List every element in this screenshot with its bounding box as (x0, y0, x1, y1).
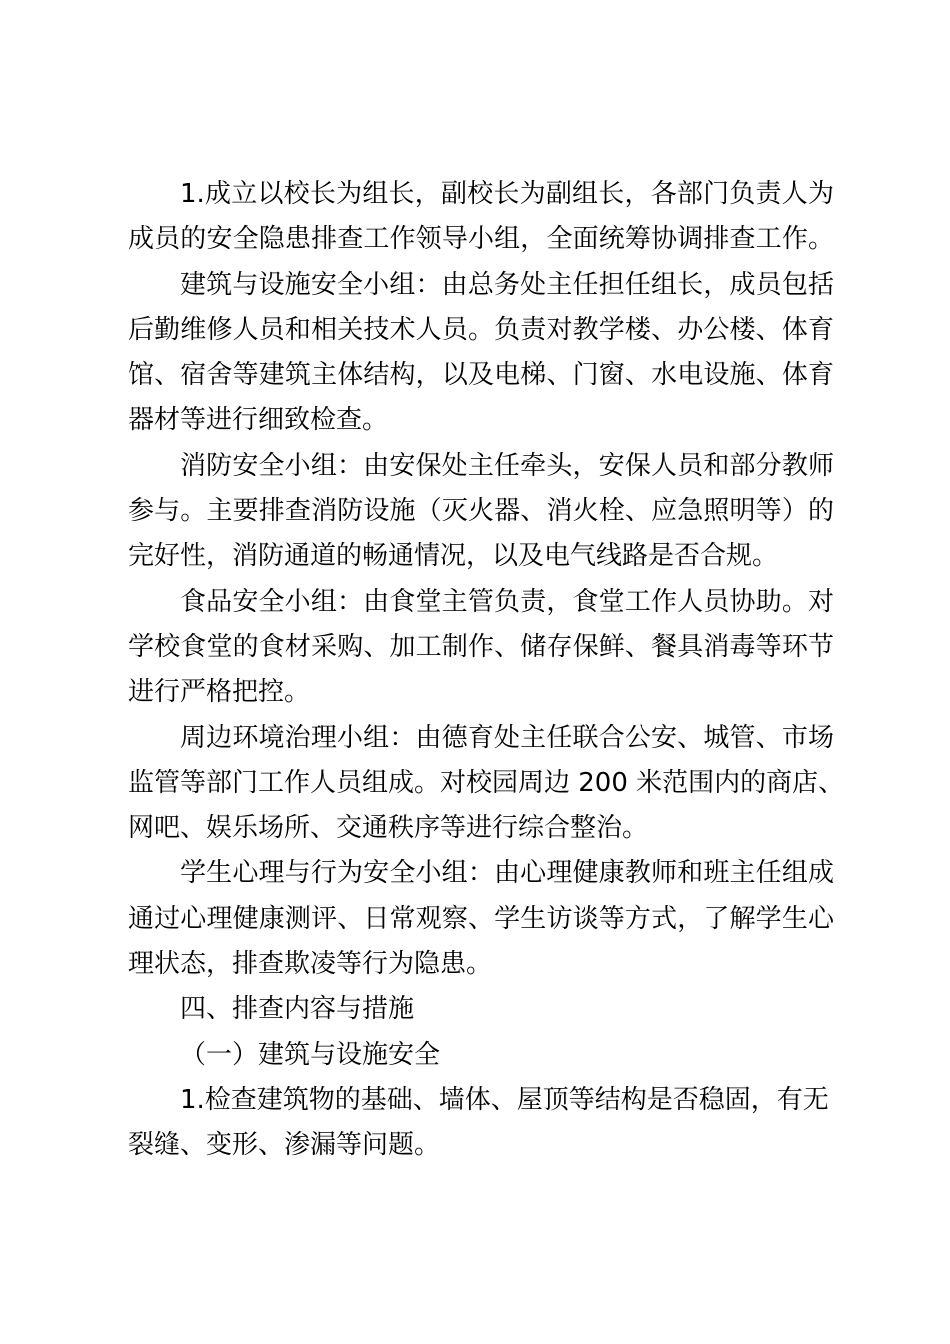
paragraph-line: 学校食堂的食材采购、加工制作、储存保鲜、餐具消毒等环节 (128, 631, 834, 662)
subsection-heading: （一）建筑与设施安全 (180, 1039, 441, 1070)
paragraph-line: 通过心理健康测评、日常观察、学生访谈等方式，了解学生心 (128, 903, 834, 934)
paragraph-line: 学生心理与行为安全小组：由心理健康教师和班主任组成 (180, 858, 834, 889)
document-body (128, 172, 845, 1169)
paragraph-line: 消防安全小组：由安保处主任牵头，安保人员和部分教师 (180, 450, 834, 481)
paragraph-line: 食品安全小组：由食堂主管负责，食堂工作人员协助。对 (180, 586, 834, 617)
paragraph-line: 裂缝、变形、渗漏等问题。 (128, 1130, 441, 1161)
paragraph-line: 周边环境治理小组：由德育处主任联合公安、城管、市场 (180, 722, 834, 753)
paragraph-line: 建筑与设施安全小组：由总务处主任担任组长，成员包括 (180, 269, 834, 300)
section-heading: 四、排查内容与措施 (180, 994, 415, 1025)
paragraph-line: 参与。主要排查消防设施（灭火器、消火栓、应急照明等）的 (128, 496, 834, 527)
paragraph-line: 1.检查建筑物的基础、墙体、屋顶等结构是否稳固，有无 (180, 1084, 829, 1115)
paragraph-line: 后勤维修人员和相关技术人员。负责对教学楼、办公楼、体育 (128, 314, 834, 345)
paragraph-line: 1.成立以校长为组长，副校长为副组长，各部门负责人为 (180, 179, 834, 209)
paragraph-line: 理状态，排查欺凌等行为隐患。 (128, 949, 493, 980)
paragraph-line: 完好性，消防通道的畅通情况，以及电气线路是否合规。 (128, 541, 779, 572)
paragraph-line: 进行严格把控。 (128, 677, 311, 708)
paragraph-line: 器材等进行细致检查。 (128, 405, 389, 436)
paragraph-line: 馆、宿舍等建筑主体结构，以及电梯、门窗、水电设施、体育 (128, 360, 834, 391)
paragraph-line: 监管等部门工作人员组成。对校园周边 200 米范围内的商店、 (128, 767, 845, 798)
paragraph-line: 网吧、娱乐场所、交通秩序等进行综合整治。 (128, 813, 649, 844)
paragraph-line: 成员的安全隐患排查工作领导小组，全面统筹协调排查工作。 (128, 224, 834, 255)
